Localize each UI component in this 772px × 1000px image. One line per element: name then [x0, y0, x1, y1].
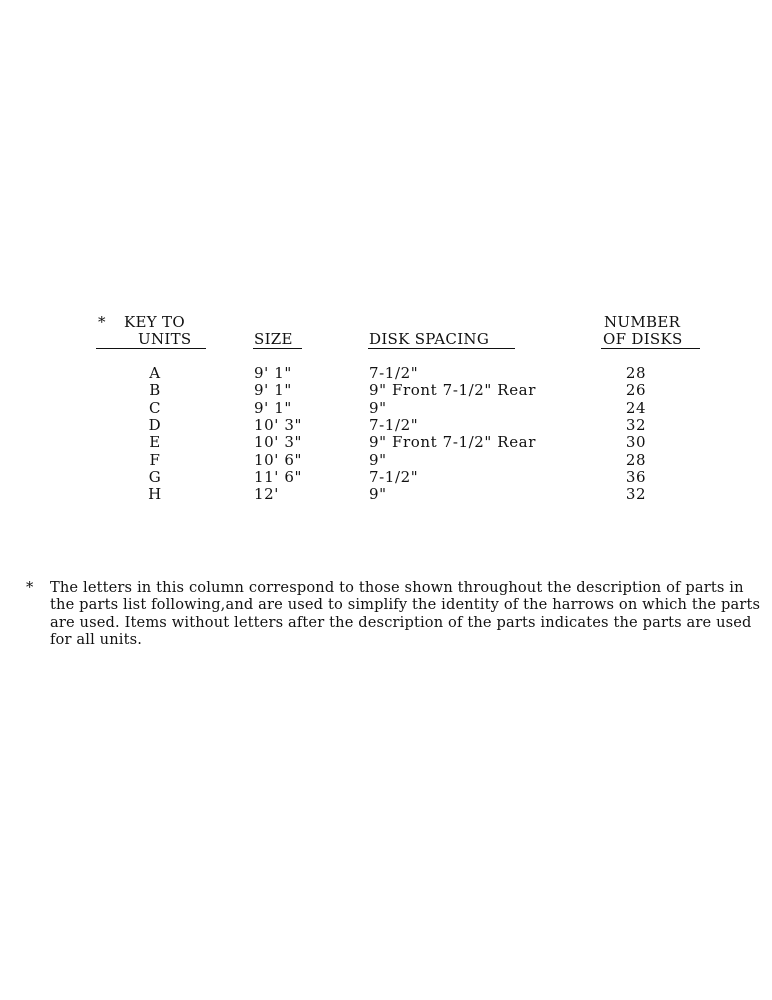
- header-units-underline: [96, 348, 206, 349]
- size-value: 9' 1": [254, 364, 292, 382]
- size-value: 10' 3": [254, 416, 303, 434]
- footnote: [26, 579, 766, 648]
- unit-letter: D: [148, 416, 162, 434]
- header-disk-spacing: DISK SPACING: [369, 330, 490, 348]
- spacing-value: 7-1/2": [369, 364, 419, 382]
- size-value: 9' 1": [254, 381, 292, 399]
- disks-value: 24: [625, 399, 647, 417]
- header-of-disks: OF DISKS: [603, 330, 683, 348]
- size-value: 10' 3": [254, 433, 303, 451]
- size-value: 9' 1": [254, 399, 292, 417]
- unit-letter: F: [149, 451, 161, 469]
- disks-value: 30: [625, 433, 647, 451]
- header-size: SIZE: [254, 330, 293, 348]
- header-disks-underline: [601, 348, 700, 349]
- size-value: 10' 6": [254, 451, 303, 469]
- header-disk-spacing-underline: [368, 348, 515, 349]
- unit-letter: E: [149, 433, 161, 451]
- size-value: 11' 6": [254, 468, 303, 486]
- unit-letter: C: [148, 399, 162, 417]
- header-key-to: KEY TO: [124, 313, 185, 331]
- header-units: UNITS: [138, 330, 192, 348]
- spacing-value: 9" Front 7-1/2" Rear: [369, 433, 536, 451]
- unit-letter: G: [148, 468, 162, 486]
- footnote-text: The letters in this column correspond to those shown throughout the description of parts in the parts list following,and are used to simplify the identity of the harrows on which the parts are used. Items without letters after the description of the parts indicates the parts are used for all units.: [50, 579, 761, 648]
- disks-value: 26: [625, 381, 647, 399]
- disks-value: 32: [625, 416, 647, 434]
- spacing-value: 9": [369, 485, 387, 503]
- disks-value: 28: [625, 451, 647, 469]
- spacing-value: 7-1/2": [369, 468, 419, 486]
- spacing-value: 9" Front 7-1/2" Rear: [369, 381, 536, 399]
- unit-letter: B: [149, 381, 161, 399]
- spacing-value: 9": [369, 451, 387, 469]
- unit-letter: A: [149, 364, 161, 382]
- disks-value: 28: [625, 364, 647, 382]
- footnote-asterisk: *: [26, 579, 34, 596]
- header-number: NUMBER: [604, 313, 681, 331]
- header-size-underline: [253, 348, 302, 349]
- spacing-value: 9": [369, 399, 387, 417]
- size-value: 12': [254, 485, 280, 503]
- disks-value: 32: [625, 485, 647, 503]
- disks-value: 36: [625, 468, 647, 486]
- spacing-value: 7-1/2": [369, 416, 419, 434]
- key-asterisk: *: [98, 313, 106, 331]
- unit-letter: H: [148, 485, 162, 503]
